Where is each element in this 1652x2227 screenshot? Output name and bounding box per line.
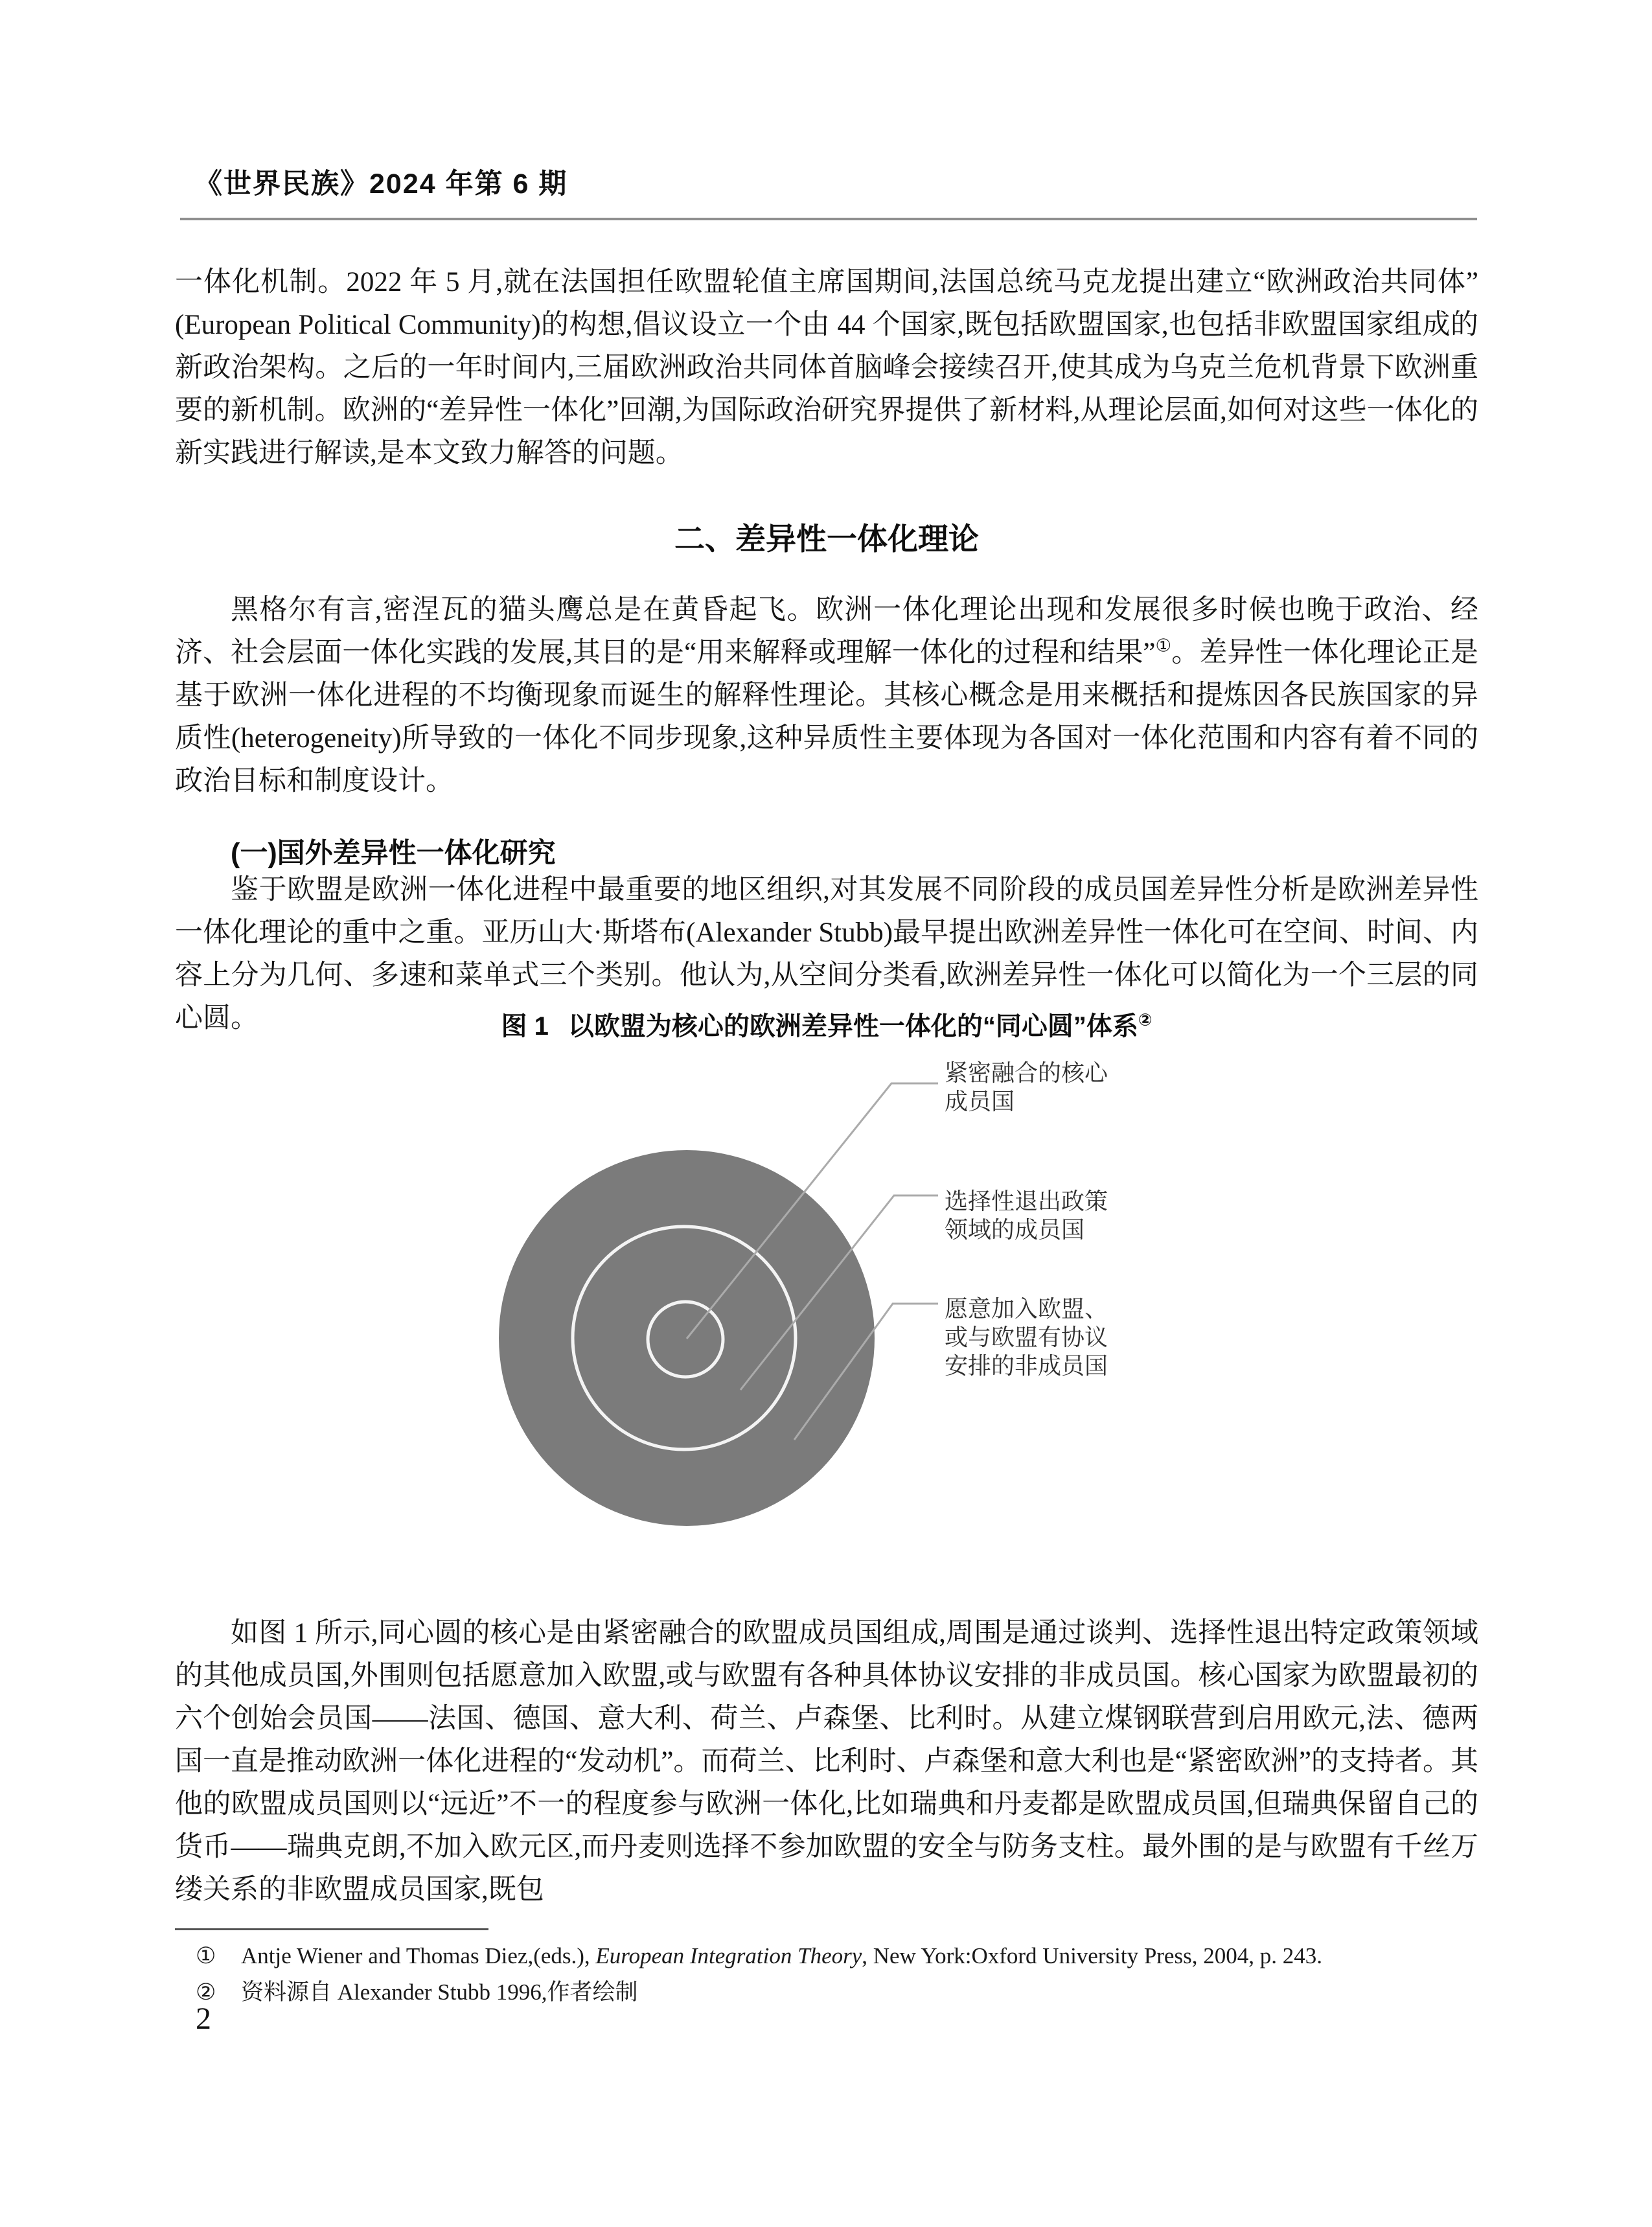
subsection-heading: (一)国外差异性一体化研究 (231, 838, 556, 869)
footnote-item-1 (196, 1940, 1478, 1972)
paragraph-2: 黑格尔有言,密涅瓦的猫头鹰总是在黄昏起飞。欧洲一体化理论出现和发展很多时候也晚于政治、经济、社会层面一体化实践的发展,其目的是“用来解释或理解一体化的过程和结果”①。差异性一体化理论正是基于欧洲一体化进程的不均衡现象而诞生的解释性理论。其核心概念是用来概括和提炼因各民族国家的异质性(heterogeneity)所导致的一体化不同步现象,这种异质性主要体现为各国对一体化范围和内容有着不同的政治目标和制度设计。 (175, 595, 1479, 796)
figure-caption-label: 图 1 (501, 1012, 549, 1041)
footnote-text: 资料源自 Alexander Stubb 1996,作者绘制 (241, 1979, 638, 2005)
figure-svg (175, 1063, 1478, 1568)
figure-label-2: 选择性退出政策 领域的成员国 (945, 1188, 1108, 1243)
footnote-marker: ① (196, 1943, 216, 1968)
footnote-text: Antje Wiener and Thomas Diez,(eds.), European Integration Theory, New York:Oxford University Press, 2004, p. 243. (241, 1943, 1322, 1968)
paragraph-3: 鉴于欧盟是欧洲一体化进程中最重要的地区组织,对其发展不同阶段的成员国差异性分析是欧洲差异性一体化理论的重中之重。亚历山大·斯塔布(Alexander Stubb)最早提出欧洲差异性一体化可在空间、时间、内容上分为几何、多速和菜单式三个类别。他认为,从空间分类看,欧洲差异性一体化可以简化为一个三层的同心圆。 (175, 875, 1478, 1033)
footnote-marker: ② (196, 1979, 216, 2005)
footnote-ref: ① (1155, 635, 1172, 656)
page-number: 2 (196, 2002, 211, 2036)
journal-header: 《世界民族》2024 年第 6 期 (194, 168, 568, 200)
figure-caption-title: 以欧盟为核心的欧洲差异性一体化的“同心圆”体系 (568, 1012, 1138, 1041)
figure-caption (175, 1006, 1478, 1043)
footnote-rule (175, 1928, 488, 1930)
header-rule (180, 218, 1477, 220)
figure-label-3: 愿意加入欧盟、 或与欧盟有协议 安排的非成员国 (945, 1295, 1108, 1379)
paragraph-4: 如图 1 所示,同心圆的核心是由紧密融合的欧盟成员国组成,周围是通过谈判、选择性退出特定政策领域的其他成员国,外围则包括愿意加入欧盟,或与欧盟有各种具体协议安排的非成员国。核心国家为欧盟最初的六个创始会员国——法国、德国、意大利、荷兰、卢森堡、比利时。从建立煤钢联营到启用欧元,法、德两国一直是推动欧洲一体化进程的“发动机”。而荷兰、比利时、卢森堡和意大利也是“紧密欧洲”的支持者。其他的欧盟成员国则以“远近”不一的程度参与欧洲一体化,比如瑞典和丹麦都是欧盟成员国,但瑞典保留自己的货币——瑞典克朗,不加入欧元区,而丹麦则选择不参加欧盟的安全与防务支柱。最外围的是与欧盟有千丝万缕关系的非欧盟成员国家,既包 (175, 1618, 1478, 1905)
figure-label-1: 紧密融合的核心 成员国 (945, 1059, 1108, 1114)
concentric-circles-figure (175, 1059, 1478, 1568)
footnotes (196, 1940, 1478, 2013)
footnote-item-2 (196, 1976, 1478, 2009)
figure-caption-footnote-ref: ② (1138, 1011, 1153, 1030)
paragraph-1: 一体化机制。2022 年 5 月,就在法国担任欧盟轮值主席国期间,法国总统马克龙提出建立“欧洲政治共同体”(European Political Community)的构想,倡议设立一个由 44 个国家,既包括欧盟国家,也包括非欧盟国家组成的新政治架构。之后的一年时间内,三届欧洲政治共同体首脑峰会接续召开,使其成为乌克兰危机背景下欧洲重要的新机制。欧洲的“差异性一体化”回潮,为国际政治研究界提供了新材料,从理论层面,如何对这些一体化的新实践进行解读,是本文致力解答的问题。 (175, 267, 1478, 468)
section-heading: 二、差异性一体化理论 (674, 522, 979, 556)
